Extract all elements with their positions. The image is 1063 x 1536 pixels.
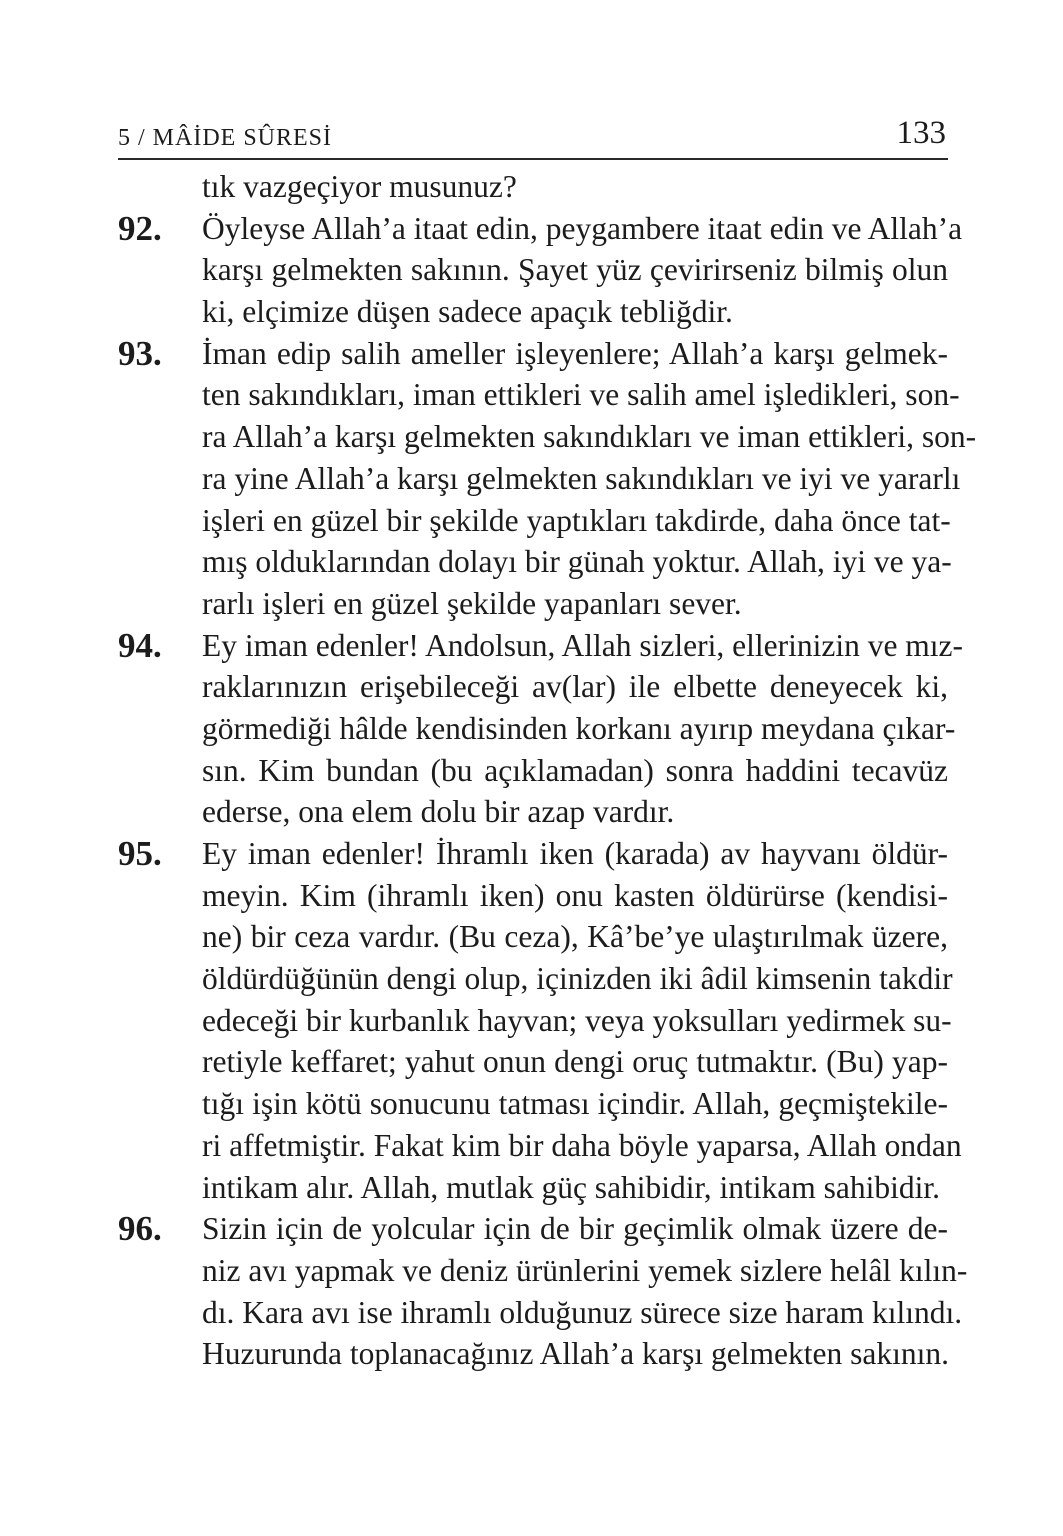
verse bbox=[118, 1208, 968, 1375]
verse bbox=[118, 625, 964, 833]
running-title: 5 / MÂİDE SÛRESİ bbox=[118, 125, 333, 151]
verse-line: sın. Kim bundan (bu açıklamadan) sonra haddini tecavüz bbox=[202, 752, 948, 788]
verse-line: ra Allah’a karşı gelmekten sakındıkları ve iman ettikleri, son- bbox=[202, 419, 977, 455]
verse-line: İman edip salih ameller işleyenlere; Allah’a karşı gelmek- bbox=[202, 335, 948, 371]
verse-line: ederse, ona elem dolu bir azap vardır. bbox=[202, 794, 675, 830]
verse-line: Sizin için de yolcular için de bir geçimlik olmak üzere de- bbox=[202, 1211, 948, 1247]
verse-text bbox=[118, 1208, 968, 1375]
verse-number: 95. bbox=[118, 834, 162, 873]
verse-line: öldürdüğünün dengi olup, içinizden iki âdil kimsenin takdir bbox=[202, 961, 953, 997]
verse-number: 94. bbox=[118, 625, 162, 665]
verse-line: ki, elçimize düşen sadece apaçık tebliğdir. bbox=[202, 294, 733, 330]
verse-number: 96. bbox=[118, 1209, 162, 1249]
verse-line: mış olduklarından dolayı bir günah yoktur. Allah, iyi ve ya- bbox=[202, 544, 952, 580]
verse-line: Ey iman edenler! İhramlı iken (karada) av hayvanı öldür- bbox=[202, 836, 948, 871]
continuation-line: tık vazgeçiyor musunuz? bbox=[202, 169, 517, 204]
verse-line: karşı gelmekten sakının. Şayet yüz çevirirseniz bilmiş olun bbox=[202, 252, 948, 288]
verse-line: ne) bir ceza vardır. (Bu ceza), Kâ’be’ye ulaştırılmak üzere, bbox=[202, 919, 948, 955]
verse-line: meyin. Kim (ihramlı iken) onu kasten öldürürse (kendisi- bbox=[202, 877, 948, 913]
page-header bbox=[118, 112, 948, 160]
verse-line: ri affetmiştir. Fakat kim bir daha böyle yaparsa, Allah ondan bbox=[202, 1127, 962, 1163]
verse-line: Öyleyse Allah’a itaat edin, peygambere itaat edin ve Allah’a bbox=[202, 210, 963, 246]
verse-line: dı. Kara avı ise ihramlı olduğunuz sürece size haram kılındı. bbox=[202, 1294, 963, 1330]
verse-line: Huzurunda toplanacağınız Allah’a karşı gelmekten sakının. bbox=[202, 1336, 950, 1372]
page-number: 133 bbox=[896, 115, 946, 151]
verse-line: işleri en güzel bir şekilde yaptıkları takdirde, daha önce tat- bbox=[202, 502, 951, 538]
verse-line: retiyle keffaret; yahut onun dengi oruç tutmaktır. (Bu) yap- bbox=[202, 1044, 948, 1080]
verse bbox=[118, 333, 977, 625]
verse-text bbox=[118, 625, 964, 833]
verse-line: Ey iman edenler! Andolsun, Allah sizleri, ellerinizin ve mız- bbox=[202, 627, 964, 663]
verse-line: intikam alır. Allah, mutlak güç sahibidir, intikam sahibidir. bbox=[202, 1169, 941, 1205]
verse-line: edeceği bir kurbanlık hayvan; veya yoksulları yedirmek su- bbox=[202, 1002, 952, 1038]
verse bbox=[118, 833, 962, 1208]
verse-line: tığı işin kötü sonucunu tatması içindir. Allah, geçmiştekile- bbox=[202, 1086, 948, 1122]
verse-line: görmediği hâlde kendisinden korkanı ayırıp meydana çıkar- bbox=[202, 710, 956, 746]
verse-list bbox=[118, 208, 977, 1375]
verse-line: ten sakındıkları, iman ettikleri ve salih amel işledikleri, son- bbox=[202, 377, 960, 413]
verse-line: raklarınızın erişebileceği av(lar) ile elbette deneyecek ki, bbox=[202, 669, 948, 705]
verse-text bbox=[118, 208, 963, 333]
verse-number: 93. bbox=[118, 333, 162, 373]
verse-line: niz avı yapmak ve deniz ürünlerini yemek sizlere helâl kılın- bbox=[202, 1252, 968, 1288]
verse bbox=[118, 208, 963, 333]
verse-text bbox=[118, 333, 977, 625]
verse-number: 92. bbox=[118, 208, 162, 248]
page-body bbox=[118, 166, 977, 1375]
verse-line: ra yine Allah’a karşı gelmekten sakındıkları ve iyi ve yararlı bbox=[202, 460, 961, 496]
verse-line: rarlı işleri en güzel şekilde yapanları sever. bbox=[202, 585, 742, 621]
verse-text bbox=[118, 833, 962, 1208]
